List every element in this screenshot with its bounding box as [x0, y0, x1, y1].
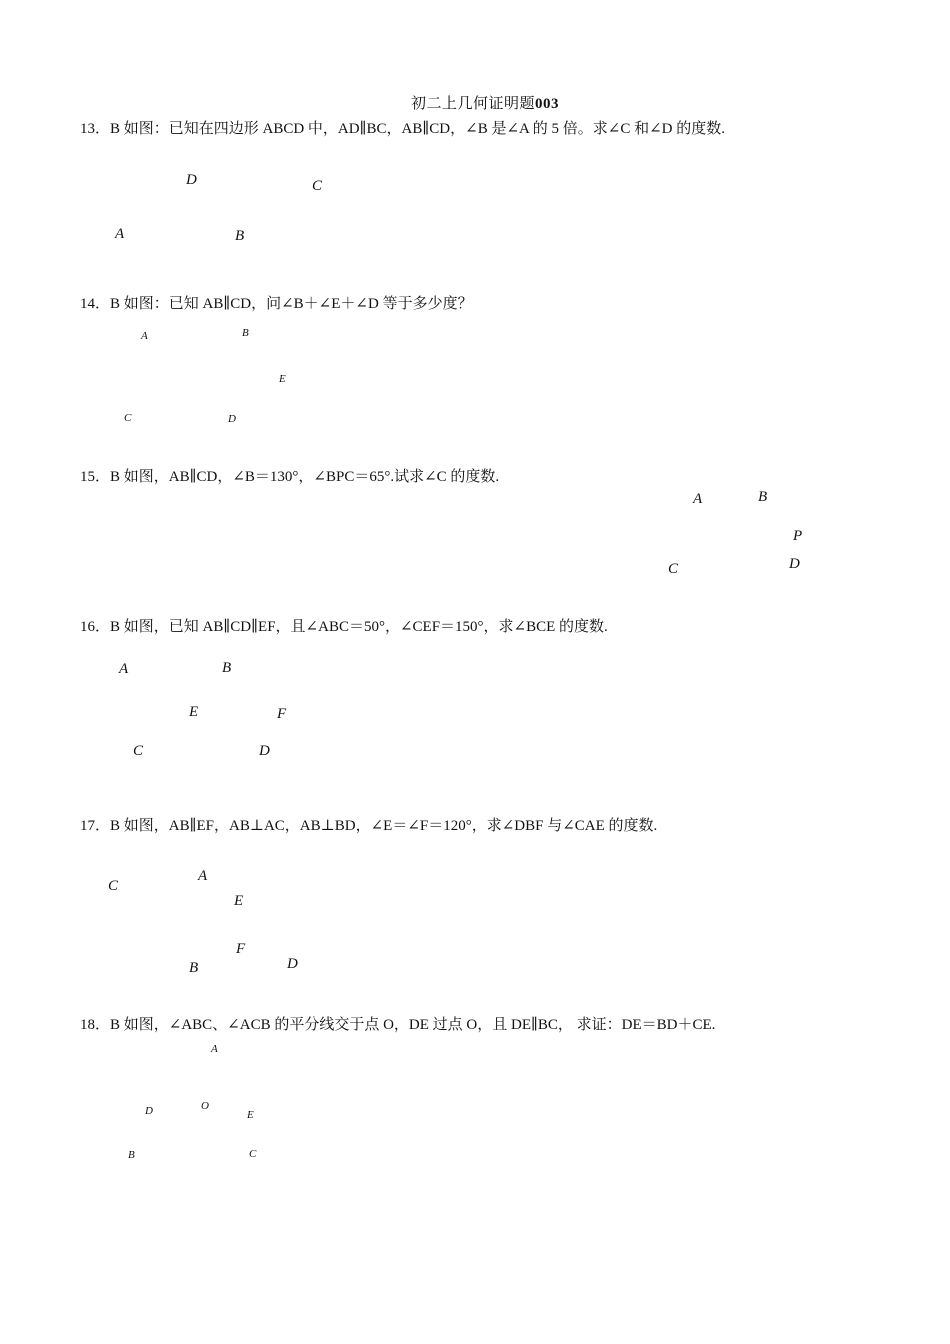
- problem-16-point-b: B: [222, 660, 232, 676]
- problem-14-point-e: E: [279, 373, 286, 385]
- problem-15-point-b: B: [758, 489, 768, 505]
- problem-16-point-f: F: [277, 706, 287, 722]
- problem-14-statement: 14．B 如图：已知 AB∥CD，问∠B＋∠E＋∠D 等于多少度？: [80, 296, 473, 312]
- problem-16-point-a: A: [119, 661, 129, 677]
- problem-18-point-b: B: [128, 1149, 135, 1161]
- problem-18-statement: 18．B 如图，∠ABC、∠ACB 的平分线交于点 O，DE 过点 O，且 DE∥BC， 求证：DE＝BD＋CE.: [80, 1017, 716, 1033]
- page-title-text: 初二上几何证明题: [410, 96, 535, 112]
- problem-18-point-c: C: [249, 1148, 257, 1160]
- problem-18-point-a: A: [211, 1043, 218, 1055]
- page-title: [0, 92, 950, 113]
- problem-15-point-p: P: [793, 528, 803, 544]
- problem-13-point-d: D: [186, 172, 197, 188]
- problem-15-point-a: A: [693, 491, 703, 507]
- problem-17-point-b: B: [189, 960, 199, 976]
- problem-14-point-b: B: [242, 327, 249, 339]
- problem-14-point-d: D: [228, 413, 236, 425]
- problem-14-point-a: A: [141, 330, 148, 342]
- problem-15-point-d: D: [789, 556, 800, 572]
- problem-17-point-f: F: [236, 941, 246, 957]
- problem-18-point-d: D: [145, 1105, 153, 1117]
- problem-13-point-c: C: [312, 178, 323, 194]
- page-title-number: 003: [535, 96, 559, 112]
- problem-17-point-d: D: [287, 956, 298, 972]
- problem-14-point-c: C: [124, 412, 132, 424]
- problem-15-statement: 15．B 如图，AB∥CD，∠B＝130°，∠BPC＝65°.试求∠C 的度数.: [80, 469, 500, 485]
- problem-18-point-o: O: [201, 1100, 209, 1112]
- problem-16-point-e: E: [189, 704, 199, 720]
- problem-13-point-a: A: [115, 226, 125, 242]
- problem-18-point-e: E: [247, 1109, 254, 1121]
- problem-13-statement: 13．B 如图：已知在四边形 ABCD 中，AD∥BC，AB∥CD，∠B 是∠A 的 5 倍。求∠C 和∠D 的度数.: [80, 121, 726, 137]
- problem-15-point-c: C: [668, 561, 679, 577]
- problem-16-point-d: D: [259, 743, 270, 759]
- problem-13-point-b: B: [235, 228, 245, 244]
- problem-17-point-e: E: [234, 893, 244, 909]
- problem-17-point-c: C: [108, 878, 119, 894]
- problem-16-point-c: C: [133, 743, 144, 759]
- problem-17-statement: 17．B 如图，AB∥EF，AB⊥AC，AB⊥BD，∠E＝∠F＝120°，求∠DBF 与∠CAE 的度数.: [80, 818, 658, 834]
- problem-17-point-a: A: [198, 868, 208, 884]
- problem-16-statement: 16．B 如图，已知 AB∥CD∥EF，且∠ABC＝50°，∠CEF＝150°，求∠BCE 的度数.: [80, 619, 608, 635]
